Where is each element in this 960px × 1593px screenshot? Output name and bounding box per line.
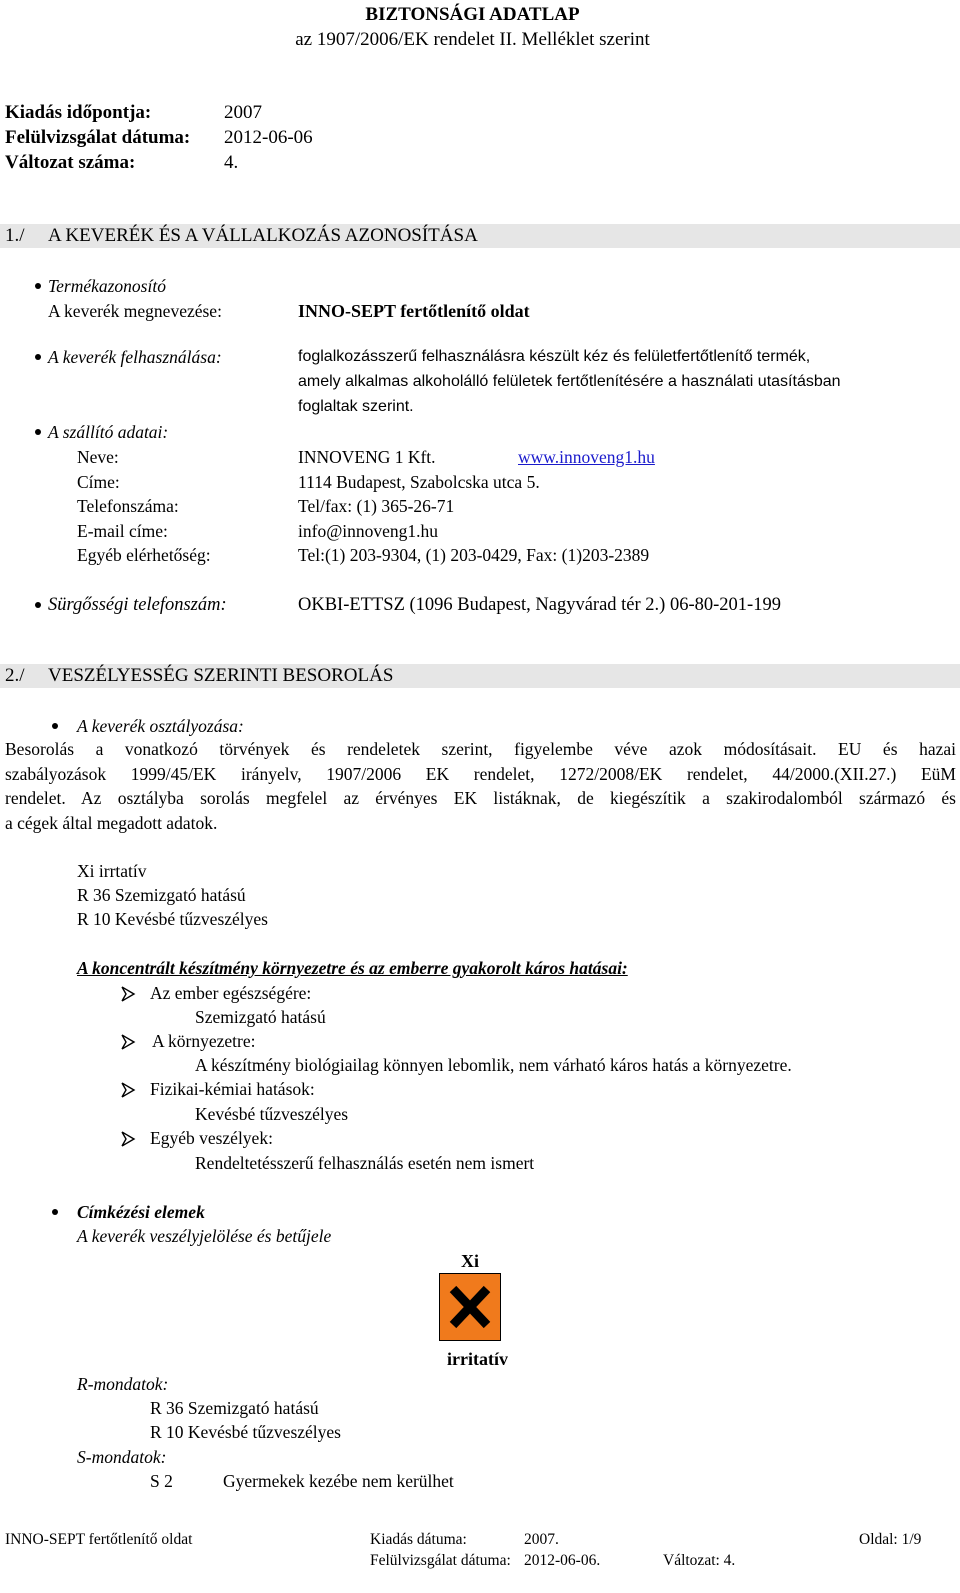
footer-issue-label: Kiadás dátuma: [370,1531,467,1548]
usage-line: foglalkozásszerű felhasználásra készült kéz és felületfertőtlenítő termék, [298,348,811,365]
s-phrases-label: S-mondatok: [77,1447,167,1467]
arrow-bullet-icon [120,986,136,1007]
arrow-bullet-icon [120,1034,136,1055]
section2-number: 2./ [5,665,25,686]
supplier-other-label: Egyéb elérhetőség: [77,545,211,565]
effect-value: A készítmény biológiailag könnyen lebomlik, nem várható káros hatás a környezetre. [195,1055,792,1075]
usage-line: amely alkalmas alkoholálló felületek fertőtlenítésére a használati utasításban [298,373,841,390]
usage-line: foglaltak szerint. [298,398,414,415]
bullet [35,429,41,435]
supplier-email-value: info@innoveng1.hu [298,521,439,541]
supplier-phone-value: Tel/fax: (1) 365-26-71 [298,496,455,516]
usage-label: A keverék felhasználása: [48,347,222,367]
hazard-name: irritatív [447,1349,508,1369]
bullet [35,354,41,360]
effect-value: Rendeltetésszerű felhasználás esetén nem ismert [195,1153,535,1173]
meta-version-value: 4. [224,152,239,173]
classification-label: A keverék osztályozása: [77,716,244,736]
meta-issue-value: 2007 [224,102,262,123]
footer-revision-value: 2012-06-06. [524,1552,601,1569]
footer-issue-value: 2007. [524,1531,559,1548]
classification-line: a cégek által megadott adatok. [5,813,218,833]
class-item: R 36 Szemizgató hatású [77,885,246,905]
mixture-name-label: A keverék megnevezése: [48,301,222,321]
section1-title: A KEVERÉK ÉS A VÁLLALKOZÁS AZONOSÍTÁSA [48,225,478,246]
bullet [52,1209,58,1215]
s-phrase-text: Gyermekek kezébe nem kerülhet [223,1471,454,1491]
r-phrase: R 10 Kevésbé tűzveszélyes [150,1422,341,1442]
hazard-symbol-caption: A keverék veszélyjelölése és betűjele [77,1226,332,1246]
supplier-website-link[interactable]: www.innoveng1.hu [518,447,655,467]
bullet [35,602,41,608]
r-phrase: R 36 Szemizgató hatású [150,1398,319,1418]
arrow-bullet-icon [120,1082,136,1103]
footer-page: Oldal: 1/9 [859,1531,922,1548]
document-title: BIZTONSÁGI ADATLAP [365,4,580,25]
supplier-label: A szállító adatai: [48,422,169,442]
meta-version-label: Változat száma: [5,152,136,173]
r-phrases-label: R-mondatok: [77,1374,169,1394]
footer-revision-label: Felülvizsgálat dátuma: [370,1552,511,1569]
meta-revision-label: Felülvizsgálat dátuma: [5,127,191,148]
arrow-bullet-icon [120,1131,136,1152]
class-item: Xi irrtatív [77,861,147,881]
supplier-name-label: Neve: [77,447,119,467]
section2-title: VESZÉLYESSÉG SZERINTI BESOROLÁS [48,665,394,686]
product-id-label: Termékazonosító [48,276,166,296]
emergency-value: OKBI-ETTSZ (1096 Budapest, Nagyvárad tér 2.) 06-80-201-199 [298,595,781,615]
classification-line: rendelet. Az osztályba sorolás megfelel az érvényes EK listáknak, de kiegészítik a szakirodalomból származó és [5,788,956,808]
supplier-address-value: 1114 Budapest, Szabolcska utca 5. [298,472,540,492]
effect-value: Kevésbé tűzveszélyes [195,1104,349,1124]
bullet [35,283,41,289]
meta-issue-label: Kiadás időpontja: [5,102,152,123]
supplier-address-label: Címe: [77,472,120,492]
document-subtitle: az 1907/2006/EK rendelet II. Melléklet szerint [295,29,650,50]
effect-value: Szemizgató hatású [195,1007,326,1027]
emergency-label: Sürgősségi telefonszám: [48,595,227,615]
class-item: R 10 Kevésbé tűzveszélyes [77,909,268,929]
effect-label: Fizikai-kémiai hatások: [150,1079,315,1099]
hazard-symbol-xi-icon [439,1273,501,1341]
effect-label: A környezetre: [152,1031,256,1051]
hazard-code: Xi [461,1251,479,1271]
effect-label: Egyéb veszélyek: [150,1128,273,1148]
mixture-name-value: INNO-SEPT fertőtlenítő oldat [298,301,530,321]
bullet [52,723,58,729]
s-phrase-code: S 2 [150,1471,173,1491]
classification-line: szabályozások 1999/45/EK irányelv, 1907/2006 EK rendelet, 1272/2008/EK rendelet, 44/2000.(XII.27.) EüM [5,764,956,784]
section1-number: 1./ [5,225,25,246]
classification-line: Besorolás a vonatkozó törvények és rendeletek szerint, figyelembe véve azok módosításait. EU és hazai [5,739,956,759]
supplier-phone-label: Telefonszáma: [77,496,179,516]
supplier-name-value: INNOVENG 1 Kft. [298,447,436,467]
footer-version: Változat: 4. [663,1552,736,1569]
effect-label: Az ember egészségére: [150,983,312,1003]
footer-product: INNO-SEPT fertőtlenítő oldat [5,1531,193,1548]
label-elements-title: Címkézési elemek [77,1202,205,1222]
effects-title: A koncentrált készítmény környezetre és az emberre gyakorolt káros hatásai: [77,958,628,978]
supplier-email-label: E-mail címe: [77,521,168,541]
meta-revision-value: 2012-06-06 [224,127,313,148]
supplier-other-value: Tel:(1) 203-9304, (1) 203-0429, Fax: (1)203-2389 [298,545,650,565]
